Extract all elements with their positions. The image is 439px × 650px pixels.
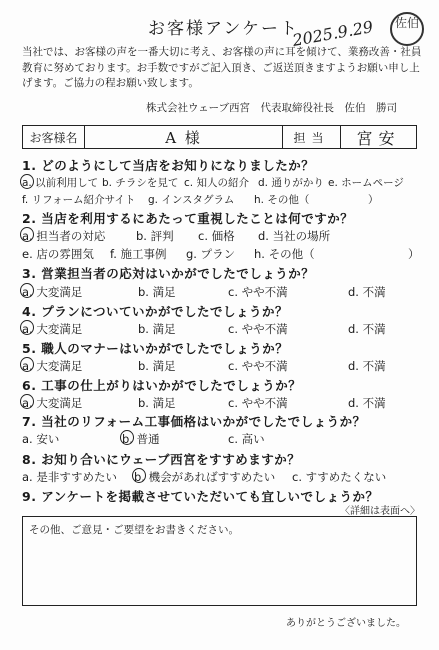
option[interactable]: a. 大変満足 — [22, 359, 83, 373]
option[interactable]: c. すすめたくない — [292, 470, 387, 484]
option[interactable]: d. 不満 — [348, 322, 386, 336]
comment-box[interactable] — [22, 516, 417, 606]
option[interactable]: d. 通りがかり — [258, 177, 324, 189]
close-paren: ） — [368, 194, 379, 206]
question-5-options — [22, 358, 422, 374]
option[interactable]: b. チラシを見て — [102, 177, 179, 189]
selection-circle — [20, 357, 34, 372]
question-8: 8. お知り合いにウェーブ西宮をすすめますか？ — [22, 452, 301, 467]
name-seal: 佐伯 — [390, 12, 424, 46]
question-6-options — [22, 395, 422, 411]
option[interactable]: c. 価格 — [198, 229, 235, 243]
option[interactable]: a. 大変満足 — [22, 396, 83, 410]
option[interactable]: d. 当社の場所 — [258, 229, 331, 243]
question-3: 3. 営業担当者の応対はいかがでしたでしょうか？ — [22, 266, 315, 281]
option[interactable]: a. 以前利用して — [22, 175, 98, 190]
comment-label: その他、ご意見・ご要望をお書きください。 — [29, 524, 239, 536]
option[interactable]: c. 高い — [228, 432, 265, 446]
selection-circle — [132, 468, 146, 483]
thank-you-text: ありがとうございました。 — [286, 618, 406, 629]
selection-circle — [20, 227, 34, 242]
option[interactable]: b. 満足 — [138, 285, 176, 299]
option[interactable]: a. 大変満足 — [22, 285, 83, 299]
question-8-options — [22, 469, 422, 485]
staff-label: 担当 — [283, 126, 341, 148]
question-5: 5. 職人のマナーはいかがでしたでしょうか？ — [22, 341, 289, 356]
option[interactable]: d. 不満 — [348, 285, 386, 299]
details-note: 〈詳細は表面へ〉 — [340, 506, 420, 517]
customer-name-label: お客様名 — [23, 126, 85, 148]
question-1-options-row-1 — [22, 175, 422, 191]
question-3-options — [22, 284, 422, 300]
handwritten-date: 2025.9.29 — [290, 17, 375, 50]
question-4-options — [22, 321, 422, 337]
option[interactable]: d. 不満 — [348, 396, 386, 410]
option[interactable]: f. 施工事例 — [110, 247, 167, 261]
question-6: 6. 工事の仕上がりはいかがでしたでしょうか？ — [22, 378, 302, 393]
option[interactable]: e. 店の雰囲気 — [22, 247, 94, 261]
option[interactable]: c. やや不満 — [228, 396, 288, 410]
question-1-options-row-2 — [22, 192, 422, 208]
option[interactable]: a. 安い — [22, 432, 60, 446]
option[interactable]: b. 満足 — [138, 322, 176, 336]
option[interactable]: h. その他（ — [254, 194, 310, 206]
question-4: 4. プランについていかがでしたでしょうか？ — [22, 304, 289, 319]
option[interactable]: d. 不満 — [348, 359, 386, 373]
question-9: 9. アンケートを掲載させていただいても宜しいでしょうか？ — [22, 489, 379, 504]
option[interactable]: c. やや不満 — [228, 359, 288, 373]
question-7: 7. 当社のリフォーム工事価格はいかがでしたでしょうか？ — [22, 414, 366, 429]
option[interactable]: b. 評判 — [136, 229, 174, 243]
intro-paragraph: 当社では、お客様の声を一番大切に考え、お客様の声に耳を傾けて、業務改善・社員教育に努めております。お手数ですがご記入頂き、ご返送頂きますようお願い申し上げます。ご協力の程お願い致します。 — [22, 46, 422, 89]
customer-info-box — [22, 125, 417, 149]
question-1: 1. どのようにして当店をお知りになりましたか？ — [22, 158, 315, 173]
company-signature: 株式会社ウェーブ西宮 代表取締役社長 佐伯 勝司 — [146, 102, 398, 114]
question-2-options-row-2 — [22, 246, 422, 262]
option[interactable]: b. 普通 — [122, 432, 160, 446]
question-2-options-row-1 — [22, 228, 422, 244]
selection-circle — [20, 174, 34, 189]
option[interactable]: f. リフォーム紹介サイト — [22, 194, 136, 206]
option[interactable]: a. 是非すすめたい — [22, 470, 117, 484]
close-paren: ） — [408, 247, 420, 261]
option[interactable]: a. 大変満足 — [22, 322, 83, 336]
option[interactable]: g. インスタグラム — [148, 194, 235, 206]
option[interactable]: b. 満足 — [138, 396, 176, 410]
option[interactable]: c. やや不満 — [228, 285, 288, 299]
customer-name-value[interactable]: A 様 — [85, 126, 283, 148]
selection-circle — [120, 430, 134, 445]
option[interactable]: b. 機会があればすすめたい — [134, 470, 276, 484]
selection-circle — [20, 394, 34, 409]
option[interactable]: c. やや不満 — [228, 322, 288, 336]
option[interactable]: e. ホームページ — [328, 177, 404, 189]
option[interactable]: g. プラン — [186, 247, 236, 261]
question-2: 2. 当店を利用するにあたって重視したことは何ですか？ — [22, 211, 354, 226]
staff-name-value[interactable]: 宮安 — [356, 128, 401, 148]
question-7-options — [22, 431, 422, 447]
survey-title: お客様アンケート — [148, 19, 299, 39]
option[interactable]: a. 担当者の対応 — [22, 229, 106, 243]
option[interactable]: h. その他（ — [254, 247, 315, 261]
selection-circle — [20, 283, 34, 298]
option[interactable]: c. 知人の紹介 — [184, 177, 249, 189]
selection-circle — [20, 320, 34, 335]
option[interactable]: b. 満足 — [138, 359, 176, 373]
